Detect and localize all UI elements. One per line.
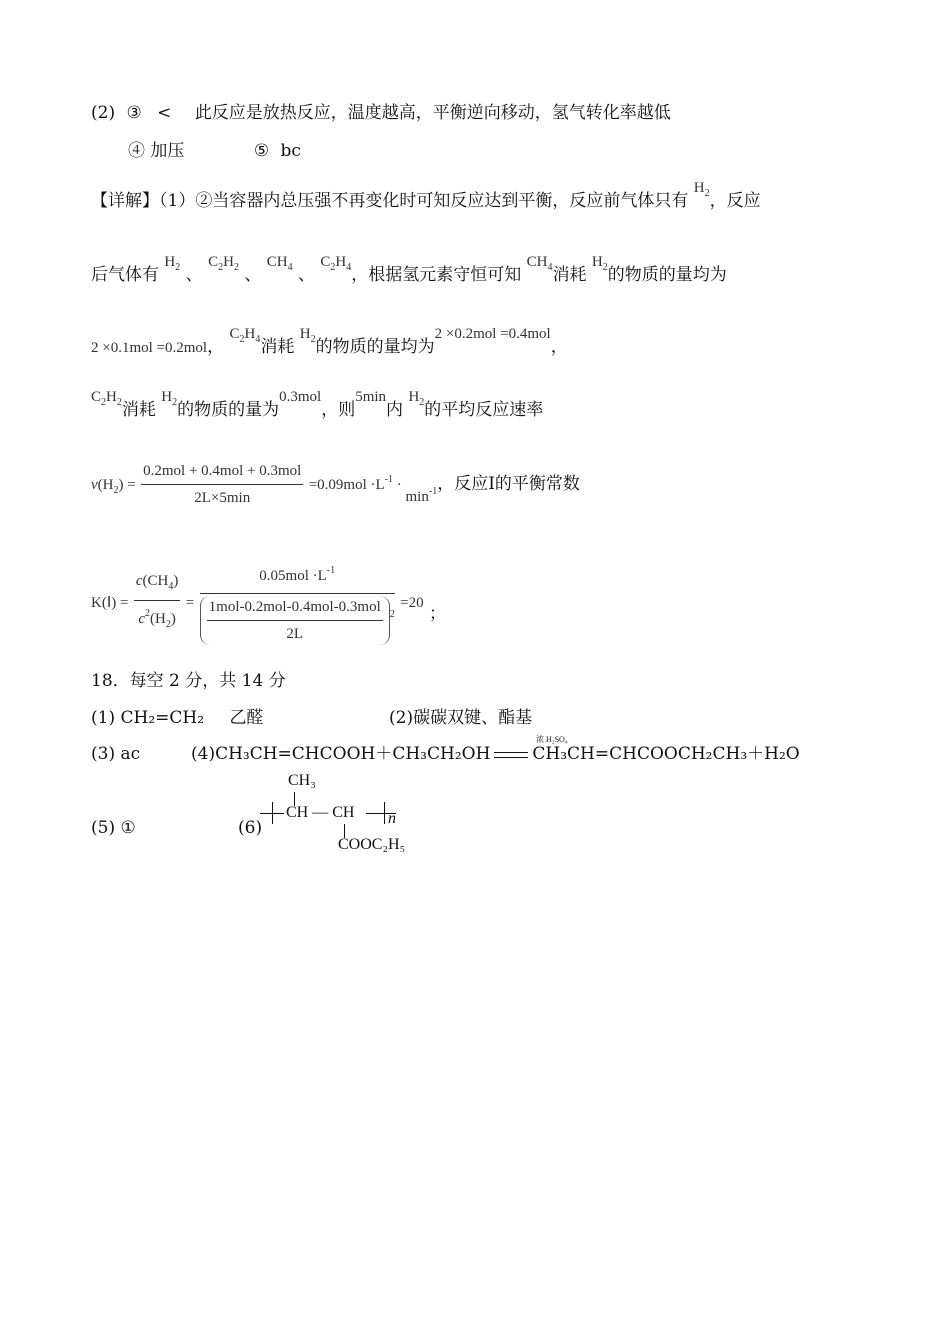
rate-fraction: [141, 460, 303, 509]
h2-formula: $H_2$: [161, 389, 178, 408]
detail-line-3: [91, 326, 568, 365]
rate-result: $=0.09mol \cdot L^{-1} \cdot \min^{-1}$: [308, 474, 438, 505]
answer-line-2: [91, 102, 671, 124]
detail-text-1a: （1）②当容器内总压强不再变化时可知反应达到平衡，反应前气体只有: [159, 191, 689, 211]
k-num-1: $c(CH_4)$: [134, 570, 181, 601]
detail-text-4e: 内: [386, 400, 404, 420]
q18-answer-3: (3) ac: [91, 744, 141, 764]
c2h4-formula: $C_2H_4$: [320, 254, 352, 273]
separator: 、: [244, 265, 262, 285]
c2h2-formula: $C_2H_2$: [91, 389, 122, 408]
q18-answer-1b: 乙醛: [229, 708, 264, 728]
circled-3: ③: [126, 103, 142, 123]
k-fraction-2: [200, 560, 395, 645]
k-inner-num: 1mol-0.2mol-0.4mol-0.3mol: [207, 596, 383, 621]
h2-formula: $H_2$: [591, 254, 608, 273]
answer-5: bc: [280, 141, 301, 161]
detail-text-3c: 的物质的量均为: [315, 337, 435, 357]
q18-answer-1: (1) CH₂=CH₂: [91, 708, 205, 728]
answer-4: ④ 加压: [128, 141, 185, 161]
amount-03: 0.3mol: [279, 389, 322, 405]
k-result: =20: [400, 595, 424, 611]
comma: ，: [207, 337, 225, 357]
rate-symbol: $v(H_2)$ =: [91, 477, 136, 496]
k-den-2: $\frac{\text{1mol-0.2mol-0.4mol-0.3mol}}{2L}$ $^2$: [200, 594, 395, 645]
h2-formula: $H_2$: [408, 389, 425, 408]
separator: 、: [185, 265, 203, 285]
poly-bond-left: [260, 813, 284, 814]
k-den-1: $c^2(H_2)$: [138, 607, 176, 630]
separator: 、: [297, 265, 315, 285]
comma: ，: [550, 337, 568, 357]
answer-line-45: [128, 140, 301, 162]
circled-5: ⑤: [253, 141, 270, 161]
time-5min: 5min: [355, 389, 387, 405]
equilibrium-arrow-icon: [494, 749, 528, 761]
reason-text: 此反应是放热反应，温度越高，平衡逆向移动，氢气转化率越低: [194, 103, 671, 123]
q18-answer-6-label: (6): [238, 818, 263, 838]
k-fraction-1: [134, 570, 181, 636]
detail-line-4: [91, 389, 544, 428]
q18-answer-4-right: CH₃CH=CHCOOCH₂CH₃＋H₂O: [532, 744, 800, 764]
k-paren: [200, 596, 390, 645]
detail-text-2c: 消耗: [552, 265, 587, 285]
c2h4-formula: $C_2H_4$: [229, 326, 261, 345]
detail-line-2: [91, 254, 727, 293]
equals: =: [185, 595, 195, 611]
detail-text-5: ，反应Ⅰ的平衡常数: [437, 474, 580, 494]
detail-text-4c: 的物质的量为: [177, 400, 280, 420]
q18-answer-2: (2)碳碳双键、酯基: [389, 708, 533, 728]
reaction-condition: 浓 H₂SO₄: [536, 735, 568, 744]
detail-text-2d: 的物质的量均为: [607, 265, 727, 285]
q18-answer-4-left: (4)CH₃CH=CHCOOH＋CH₃CH₂OH: [191, 744, 491, 764]
k-inner-frac: [207, 596, 383, 645]
c2h2-formula: $C_2H_2$: [208, 254, 239, 273]
q18-line-3: [91, 743, 140, 765]
detail-line-1: [91, 180, 761, 219]
q18-answer-4: [191, 743, 800, 765]
q18-answer-5: (5) ①: [91, 818, 136, 838]
detail-text-2c: 消耗: [260, 337, 295, 357]
poly-n: n: [388, 810, 396, 827]
detail-text-4f: 的平均反应速率: [424, 400, 544, 420]
q18-header: 18．每空 2 分，共 14 分: [91, 671, 286, 691]
rate-min: min: [405, 489, 429, 505]
rate-equation: [91, 460, 580, 509]
ch4-formula: $CH_4$: [266, 254, 293, 273]
h2-formula: $H_2$: [164, 254, 181, 273]
calc-2: 2 ×0.2mol =0.4mol: [434, 326, 551, 342]
k-num-2: $0.05mol \cdot L^{-1}$: [200, 560, 395, 594]
poly-bracket-right: [384, 802, 385, 824]
detail-text-2b: ，根据氢元素守恒可知: [351, 265, 522, 285]
detail-text-4d: ，则: [321, 400, 356, 420]
h2-formula: $H_2$: [299, 326, 316, 345]
k-label: K(Ⅰ) =: [91, 595, 129, 611]
k-inner-den: 2L: [286, 626, 304, 642]
poly-cooc2h5: COOC₂H₅: [338, 836, 406, 853]
less-than: <: [157, 103, 172, 123]
k-equation: [91, 560, 446, 645]
ch4-formula: $CH_4$: [526, 254, 553, 273]
k-num-2-value: 0.05mol ·L: [259, 568, 327, 584]
detail-text-2a: 后气体有: [91, 265, 159, 285]
polymer-structure: [258, 772, 428, 864]
detail-text-2c: 消耗: [121, 400, 156, 420]
part-number: (2): [91, 103, 116, 123]
q18-line-1: [91, 707, 263, 729]
rate-denominator: 2L×5min: [194, 490, 251, 506]
h2-formula: $H_2$: [693, 180, 710, 199]
detail-text-1b: ，反应: [709, 191, 761, 211]
poly-ch3: CH₃: [288, 772, 316, 789]
poly-chain: CH — CH: [286, 804, 355, 821]
semicolon: ；: [429, 604, 447, 624]
rate-result-value: =0.09mol ·L: [308, 477, 385, 493]
calc-1: 2 ×0.1mol =0.2mol: [91, 340, 208, 356]
detail-tag: 【详解】: [91, 191, 159, 211]
rate-numerator: 0.2mol + 0.4mol + 0.3mol: [141, 460, 303, 485]
